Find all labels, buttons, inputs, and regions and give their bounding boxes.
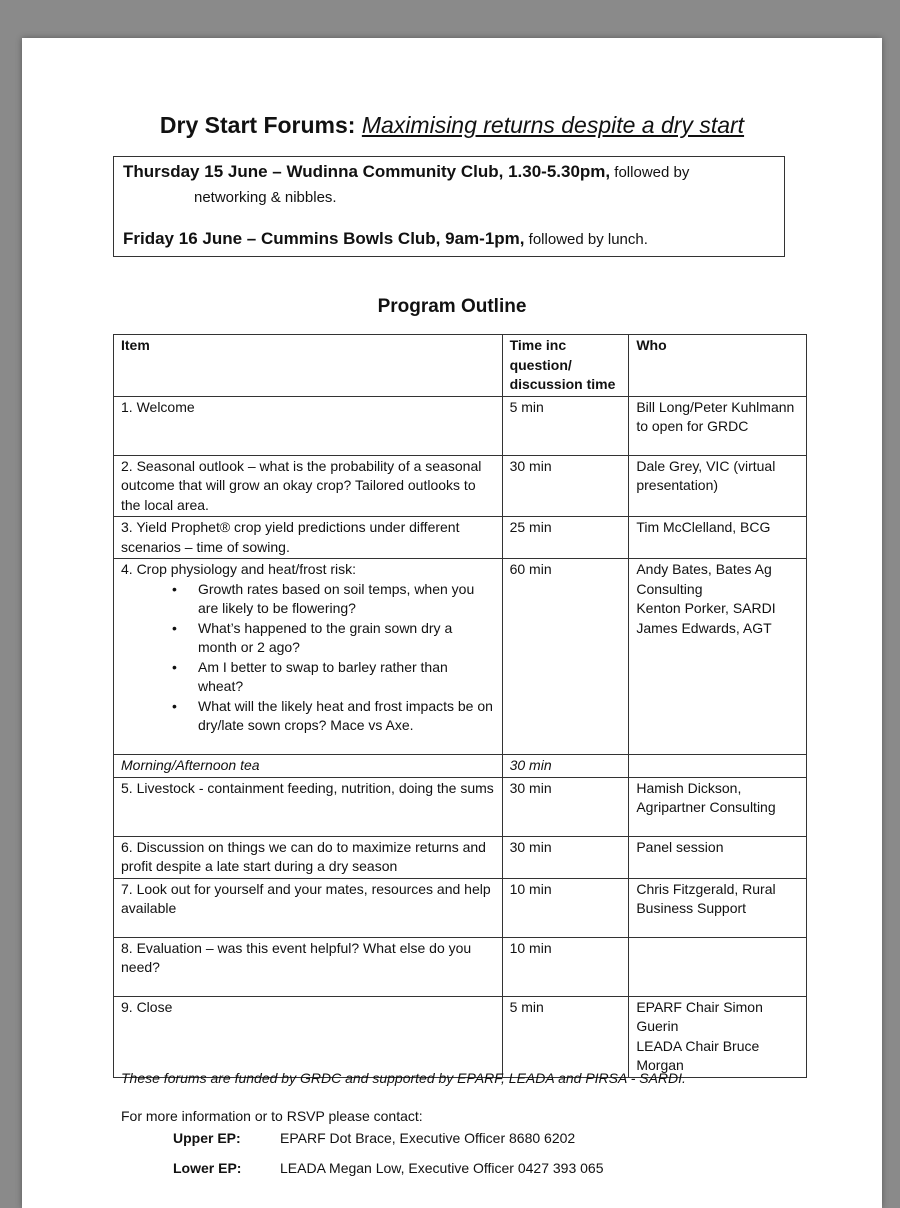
session-friday: Friday 16 June – Cummins Bowls Club, 9am-1pm, followed by lunch. <box>123 229 648 248</box>
list-item: • What will the likely heat and frost impacts be on dry/late sown crops? Mace vs Axe. <box>198 697 495 736</box>
session-thursday-cont: networking & nibbles. <box>194 189 337 206</box>
table-row: 3. Yield Prophet® crop yield predictions under different scenarios – time of sowing. 25 min Tim McClelland, BCG <box>114 517 807 559</box>
list-item: • Growth rates based on soil temps, when you are likely to be flowering? <box>198 580 495 619</box>
document-page: Dry Start Forums: Maximising returns despite a dry start Thursday 15 June – Wudinna Community Club, 1.30-5.30pm, followed by networking & nibbles. Friday 16 June – Cummins Bowls Club, 9am-1pm, followed by lunch. Program Outline Item Time inc question/ discussion time Who 1. Welcome 5 min Bill Long/Peter Kuhlmann to open for GRDC 2. Seasonal outlook – what is the probability of a seasonal outcome that will grow an okay crop? Tailored outlooks to the local area. 30 min Dale Grey, VIC (virtual presentation) 3. Yield Prophet® crop yield predictions under different scenarios – time of sowing. 25 min Tim McClelland, BCG 4. Crop physiology and heat/frost risk: • Growth rates based on soil temps, when you are likely to be flowering? • What’s happened to the grain sown dry a month or 2 ago? • Am I better to swap to barley rather than wheat? • What will the likely heat and frost impacts be on dry/late sown crops? Mace vs Axe. 60 min Andy Bates, Bates Ag Consulting Kenton Porker, SARDI James Edwards, AGT Morning/Afternoon tea 30 min 5. Livestock - containment feeding, nutrition, doing the sums 30 min Hamish Dickson, Agripartner Consulting 6. Discussion on things we can do to maximize returns and profit despite a late start during a dry season 30 min Panel session 7. Look out for yourself and your mates, resources and help available 10 min Chris Fitzgerald, Rural Business Support 8. Evaluation – was this event helpful? What else do you need? 10 min 9. Close 5 min EPARF Chair Simon Guerin LEADA Chair Bruce Morgan These forums are funded by GRDC and supported by EPARF, LEADA and PIRSA - SARDI. For more information or to RSVP please contact: Upper EP: EPARF Dot Brace, Executive Officer 8680 6202 Lower EP: LEADA Megan Low, Executive Officer 0427 393 065 <box>22 38 882 1208</box>
bullet-list <box>121 580 495 736</box>
list-item: • What’s happened to the grain sown dry a month or 2 ago? <box>198 619 495 658</box>
table-row: Morning/Afternoon tea 30 min <box>114 755 807 778</box>
table-row: 7. Look out for yourself and your mates, resources and help available 10 min Chris Fitzgerald, Rural Business Support <box>114 878 807 937</box>
program-table <box>113 334 807 1078</box>
header-who: Who <box>629 335 807 397</box>
table-row: 1. Welcome 5 min Bill Long/Peter Kuhlmann to open for GRDC <box>114 396 807 455</box>
table-row: 2. Seasonal outlook – what is the probability of a seasonal outcome that will grow an okay crop? Tailored outlooks to the local area. 30 min Dale Grey, VIC (virtual presentation) <box>114 455 807 517</box>
session-box <box>113 156 785 257</box>
table-row: 6. Discussion on things we can do to maximize returns and profit despite a late start during a dry season 30 min Panel session <box>114 836 807 878</box>
table-header-row <box>114 335 807 397</box>
table-row: 8. Evaluation – was this event helpful? What else do you need? 10 min <box>114 937 807 996</box>
session-thursday: Thursday 15 June – Wudinna Community Club, 1.30-5.30pm, followed by <box>123 162 690 181</box>
table-row: 5. Livestock - containment feeding, nutrition, doing the sums 30 min Hamish Dickson, Agripartner Consulting <box>114 777 807 836</box>
table-row: 4. Crop physiology and heat/frost risk: • Growth rates based on soil temps, when you are likely to be flowering? • What’s happened to the grain sown dry a month or 2 ago? • Am I better to swap to barley rather than wheat? • What will the likely heat and frost impacts be on dry/late sown crops? Mace vs Axe. 60 min Andy Bates, Bates Ag Consulting Kenton Porker, SARDI James Edwards, AGT <box>114 559 807 755</box>
funding-note: These forums are funded by GRDC and supported by EPARF, LEADA and PIRSA - SARDI. <box>121 1070 686 1086</box>
program-heading: Program Outline <box>377 296 527 317</box>
header-time: Time inc question/ discussion time <box>502 335 629 397</box>
page-title <box>22 110 882 140</box>
header-item: Item <box>114 335 503 397</box>
contact-intro: For more information or to RSVP please contact: <box>121 1108 423 1124</box>
list-item: • Am I better to swap to barley rather than wheat? <box>198 658 495 697</box>
table-row: 9. Close 5 min EPARF Chair Simon Guerin LEADA Chair Bruce Morgan <box>114 996 807 1077</box>
title-bold: Dry Start Forums: <box>159 112 356 138</box>
title-subtitle: Maximising returns despite a dry start <box>361 112 745 138</box>
